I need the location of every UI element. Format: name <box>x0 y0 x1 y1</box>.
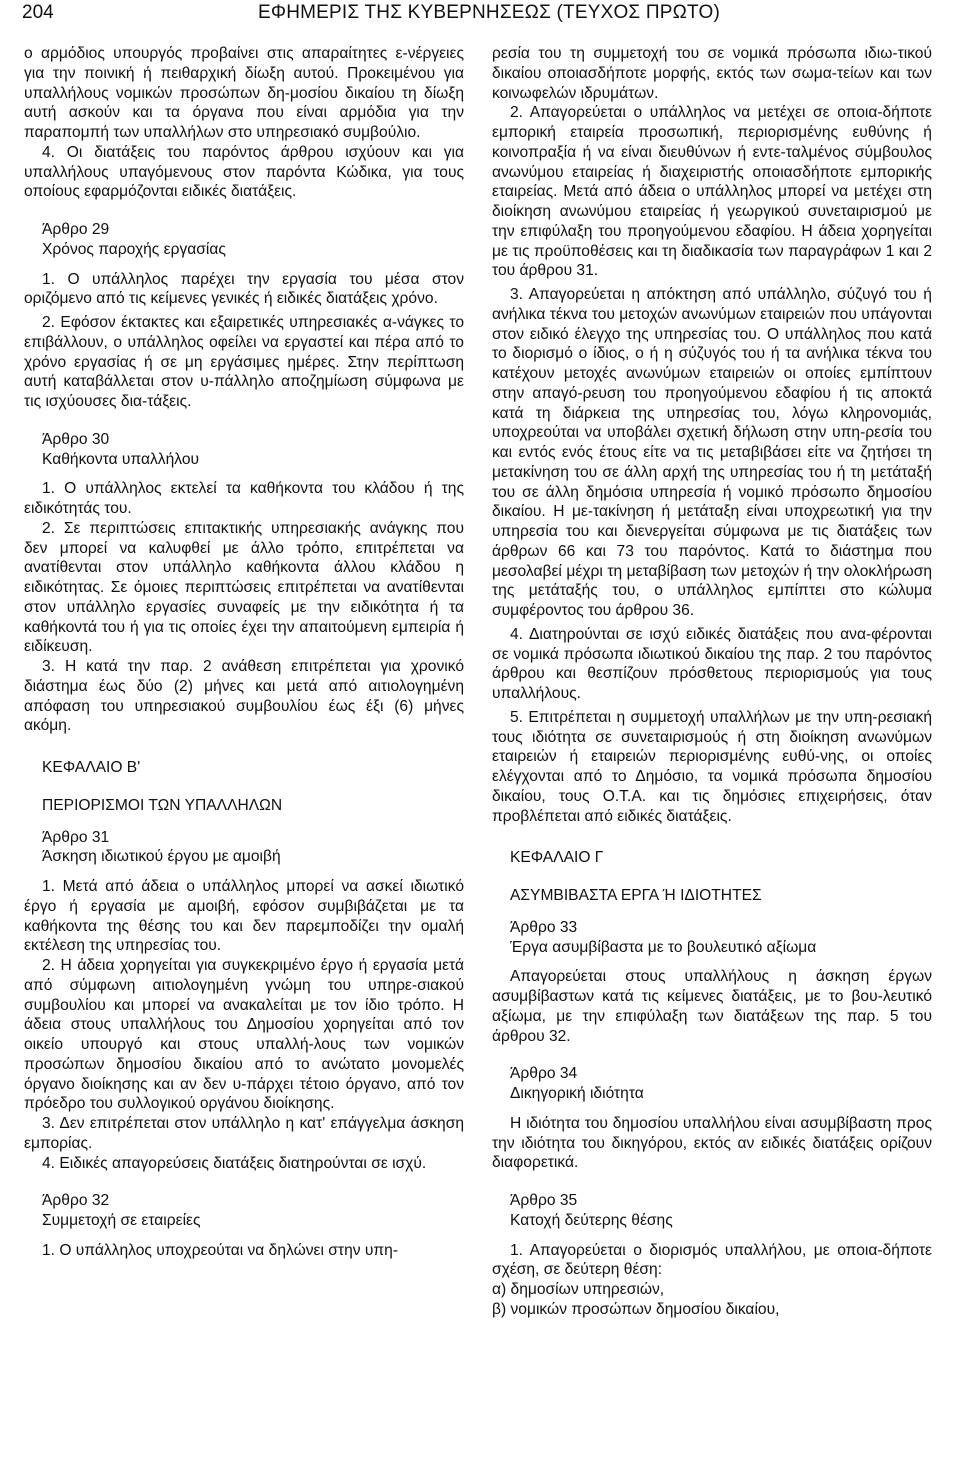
paragraph: 2. Η άδεια χορηγείται για συγκεκριμένο έργο ή εργασία μετά από σύμφωνη αιτιολογημένη γνώμη του υπηρε-σιακού συμβουλίου και μπορεί να ανακαλείται με τον ίδιο τρόπο. Η άδεια στους υπαλλήλους του Δημοσίου χορηγείται από τον οικείο υπουργό και στους υπαλλή-λους των νομικών προσώπων δημοσίου δικαίου από το ανώτατο μονομελές όργανο διοίκησης και αν δεν υ-πάρχει τέτοιο όργανο, από τον πρόεδρο του συλλογικού οργάνου διοίκησης. <box>24 957 464 1113</box>
article-title: Χρόνος παροχής εργασίας <box>42 240 226 258</box>
paragraph: ο αρμόδιος υπουργός προβαίνει στις απαραίτητες ε-νέργειες για την ποινική ή πειθαρχική δίωξη αυτού. Προκειμένου για υπαλλήλους νομικών προσώπων δη-μοσίου δικαίου τη δίωξη αυτή ασκούν και τα όργανα που είναι αρμόδια για την παραπομπή των υπαλλήλων στο υπηρεσιακό συμβούλιο. <box>24 45 464 141</box>
article-34-heading <box>492 1064 932 1104</box>
paragraph: 3. Δεν επιτρέπεται στον υπάλληλο η κατ' επάγγελμα άσκηση εμπορίας. <box>24 1115 464 1152</box>
paragraph: 1. Ο υπάλληλος παρέχει την εργασία του μέσα στον οριζόμενο από τις κείμενες γενικές ή ειδικές διατάξεις χρόνο. <box>24 270 464 308</box>
paragraph: Η ιδιότητα του δημοσίου υπαλλήλου είναι ασυμβίβαστη προς την ιδιότητα του δικηγόρου, εκτός αν ειδικές διατάξεις ορίζουν διαφορετικά. <box>492 1114 932 1172</box>
page-header <box>0 0 960 32</box>
paragraph: 1. Απαγορεύεται ο διορισμός υπαλλήλου, με οποια-δήποτε σχέση, σε δεύτερη θέση: <box>492 1241 932 1279</box>
paragraph: 1. Ο υπάλληλος εκτελεί τα καθήκοντα του κλάδου ή της ειδικότητάς του. <box>24 480 464 517</box>
paragraph: 1. Μετά από άδεια ο υπάλληλος μπορεί να ασκεί ιδιωτικό έργο ή εργασία με αμοιβή, εφόσον συμβιβάζεται με τα καθήκοντα της θέσης του και δεν παρεμποδίζει την ομαλή εκτέλεση της υπηρεσίας του. <box>24 878 464 955</box>
article-title: Δικηγορική ιδιότητα <box>510 1085 644 1102</box>
chapter-number: ΚΕΦΑΛΑΙΟ Β' <box>42 759 141 776</box>
article-32-heading <box>24 1191 464 1231</box>
article-29-heading <box>24 220 464 260</box>
paragraph: 4. Ειδικές απαγορεύσεις διατάξεις διατηρούνται σε ισχύ. <box>42 1154 427 1172</box>
left-column <box>24 44 464 1261</box>
article-number: Άρθρο 34 <box>510 1065 578 1083</box>
paragraph: 2. Εφόσον έκτακτες και εξαιρετικές υπηρεσιακές α-νάγκες το επιβάλλουν, ο υπάλληλος οφείλει να εργαστεί και πέρα από το χρόνο εργασίας ή σε μη εργάσιμες ημέρες. Στην περίπτωση αυτή καταβάλλεται στον υ-πάλληλο αποζημίωση σύμφωνα με τις ισχύουσες δια-τάξεις. <box>24 314 464 410</box>
article-number: Άρθρο 29 <box>42 221 110 238</box>
chapter-number: ΚΕΦΑΛΑΙΟ Γ <box>510 849 604 867</box>
chapter-title: ΠΕΡΙΟΡΙΣΜΟΙ ΤΩΝ ΥΠΑΛΛΗΛΩΝ <box>42 796 283 814</box>
paragraph: 2. Σε περιπτώσεις επιτακτικής υπηρεσιακής ανάγκης που δεν μπορεί να καλυφθεί με άλλο τρόπο, επιτρέπεται να ανατίθενται στον υπάλληλο καθήκοντα άλλου κλάδου η ειδικότητας. Σε όμοιες περιπτώσεις επιτρέπεται να ανατίθενται στον υπάλληλο εργασίες συναφείς με την ειδικότητα ή τα καθήκοντά του ή για τις οποίες έχει την απαιτούμενη εμπειρία ή ειδίκευση. <box>24 519 464 656</box>
article-number: Άρθρο 30 <box>42 430 110 448</box>
article-31-heading <box>24 828 464 868</box>
page-number: 204 <box>22 2 54 23</box>
paragraph: 3. Απαγορεύεται η απόκτηση από υπάλληλο, σύζυγό του ή ανήλικα τέκνα του μετοχών ανωνύμων εταιρειών που υπάγονται στον ειδικό έλεγχο της υπηρεσίας του. Ο υπάλληλος που κατά το διορισμό ο ίδιος, ο ή η σύζυγός του ή τα ανήλικα τέκνα του κατέχουν μετοχές ανωνύμων εταιρειών οι οποίες εμπίπτουν στην απαγό-ρευση του προηγούμενου εδαφίου ή τις αποκτά κατά τη διάρκεια της υπηρεσίας του, λόγω κληρονομιάς, υποχρεούται να υποβάλει σχετική δήλωση στην υπη-ρεσία του και εντός ενός έτους είτε να τις μεταβιβάσει είτε να ζητήσει τη μετακίνηση του σε άλλη αρχή της υπηρεσίας του ή τη μετάταξή του σε άλλη δημόσια υπηρεσία ή νομικό πρόσωπο δημοσίου δικαίου. Η με-τακίνηση ή μετάταξη είναι υποχρεωτική για την υπηρεσία του και διενεργείται σύμφωνα με τις διατάξεις των άρθρων 66 και 73 του παρόντος. Κατά το διάστημα που μεσολαβεί μέχρι τη μεταβίβαση των μετοχών ή την ολοκλήρωση της μετάταξής του, ο υπάλληλος εμπίπτει στο κώλυμα συμφέροντος του άρθρου 36. <box>492 286 932 619</box>
paragraph: 4. Διατηρούνται σε ισχύ ειδικές διατάξεις που ανα-φέρονται σε νομικά πρόσωπα ιδιωτικού δικαίου της παρ. 2 του παρόντος άρθρου και θεσπίζουν πρόσθετους περιορισμούς για τους υπαλλήλους. <box>492 625 932 702</box>
chapter-title: ΑΣΥΜΒΙΒΑΣΤΑ ΕΡΓΑ Ή ΙΔΙΟΤΗΤΕΣ <box>510 887 762 904</box>
list-item: β) νομικών προσώπων δημοσίου δικαίου, <box>492 1300 780 1318</box>
article-33-heading <box>492 918 932 958</box>
right-column <box>492 44 932 1320</box>
article-30-heading <box>24 430 464 470</box>
chapter-c-heading <box>492 848 932 906</box>
list-item: α) δημοσίων υπηρεσιών, <box>492 1281 665 1298</box>
paragraph: Απαγορεύεται στους υπαλλήλους η άσκηση έργων ασυμβίβαστων κατά τις κείμενες διατάξεις, με το βου-λευτικό αξίωμα, με την επιφύλαξη των διατάξεων της παρ. 5 του άρθρου 32. <box>492 968 932 1045</box>
chapter-b-heading <box>24 758 464 816</box>
article-number: Άρθρο 33 <box>510 918 578 936</box>
article-number: Άρθρο 32 <box>42 1192 110 1210</box>
article-number: Άρθρο 31 <box>42 828 110 846</box>
paragraph: 5. Επιτρέπεται η συμμετοχή υπαλλήλων με την υπη-ρεσιακή τους ιδιότητα σε συνεταιρισμούς ή στη διοίκηση ανωνύμων εταιρειών ή εταιρειών περιορισμένης ευθύ-νης, οι οποίες ελέγχονται από το Δημόσιο, τα νομικά πρόσωπα δημοσίου δικαίου, τους Ο.Τ.Α. και τις δημόσιες επιχειρήσεις, όταν προβλέπεται από ειδικές διατάξεις. <box>492 708 932 825</box>
paragraph: ρεσία του τη συμμετοχή του σε νομικά πρόσωπα ιδιω-τικού δικαίου οποιασδήποτε μορφής, εκτός των σωμα-τείων και των κοινωφελών ιδρυμάτων. <box>492 45 932 102</box>
paragraph: 1. Ο υπάλληλος υποχρεούται να δηλώνει στην υπη- <box>42 1241 399 1259</box>
article-title: Συμμετοχή σε εταιρείες <box>42 1212 201 1229</box>
paragraph: 2. Απαγορεύεται ο υπάλληλος να μετέχει σε οποια-δήποτε εμπορική εταιρεία προσωπική, περιορισμένης ευθύνης ή κοινοπραξία ή να είναι διευθύνων ή εντε-ταλμένος σύμβουλος ανωνύμου εταιρείας ή διαχειριστής οποιασδήποτε εμπορικής εταιρείας. Μετά από άδεια ο υπάλληλος μπορεί να μετέχει στη διοίκηση ανωνύμου εταιρείας ή γεωργικού συνεταιρισμού με την επιφύλαξη του προηγούμενου εδαφίου. Η άδεια χορηγείται με τις προϋποθέσεις και τη διαδικασία των παραγράφων 1 και 2 του άρθρου 31. <box>492 104 932 280</box>
article-number: Άρθρο 35 <box>510 1192 578 1209</box>
article-title: Καθήκοντα υπαλλήλου <box>42 450 200 468</box>
article-title: Έργα ασυμβίβαστα με το βουλευτικό αξίωμα <box>510 938 817 956</box>
paragraph: 3. Η κατά την παρ. 2 ανάθεση επιτρέπεται για χρονικό διάστημα έως δύο (2) μήνες και μετά από αιτιολογημένη απόφαση του υπηρεσιακού συμβουλίου έως έξι (6) μήνες ακόμη. <box>24 658 464 735</box>
article-35-heading <box>492 1191 932 1231</box>
article-title: Άσκηση ιδιωτικού έργου με αμοιβή <box>42 848 281 866</box>
article-title: Κατοχή δεύτερης θέσης <box>510 1211 673 1229</box>
paragraph: 4. Οι διατάξεις του παρόντος άρθρου ισχύουν και για υπαλλήλους υπαγόμενους στον παρόντα Κώδικα, για τους οποίους εφαρμόζονται ειδικές διατάξεις. <box>24 143 464 201</box>
running-title: ΕΦΗΜΕΡΙΣ ΤΗΣ ΚΥΒΕΡΝΗΣΕΩΣ (ΤΕΥΧΟΣ ΠΡΩΤΟ) <box>258 2 721 23</box>
